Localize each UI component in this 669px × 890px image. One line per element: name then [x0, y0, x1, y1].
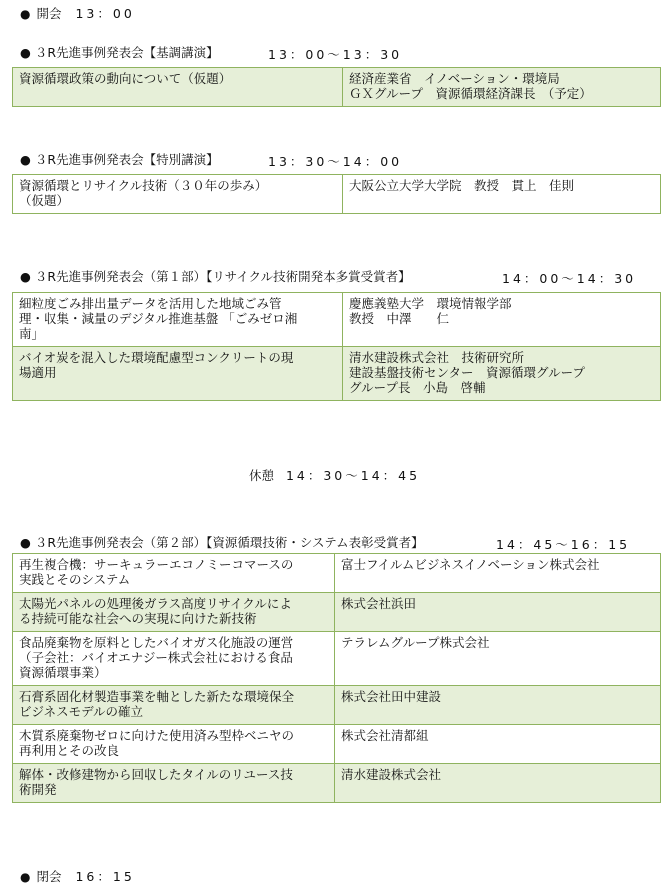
talk-title: 資源循環とリサイクル技術（３０年の歩み） （仮題）	[13, 175, 343, 214]
session2-header	[20, 152, 219, 168]
opening-time: 13：00	[75, 6, 135, 21]
session2-table	[12, 174, 661, 214]
presenter: 株式会社清都組	[335, 725, 661, 764]
table-row	[13, 175, 661, 214]
session4-table	[12, 553, 661, 803]
session1-header	[20, 45, 219, 61]
table-row	[13, 725, 661, 764]
session3-header	[20, 269, 411, 285]
table-row	[13, 632, 661, 686]
table-row	[13, 764, 661, 803]
talk-title: バイオ炭を混入した環境配慮型コンクリートの現 場適用	[13, 347, 343, 401]
session1-table	[12, 67, 661, 107]
bullet-icon: ●	[20, 7, 31, 21]
break-line	[0, 466, 669, 484]
presenter: 経済産業省 イノベーション・環境局 ＧＸグループ 資源循環経済課長 （予定）	[343, 68, 661, 107]
presenter: 慶應義塾大学 環境情報学部 教授 中澤 仁	[343, 293, 661, 347]
table-row	[13, 593, 661, 632]
table-row	[13, 293, 661, 347]
session2-title: ● ３R先進事例発表会【特別講演】	[20, 152, 219, 167]
session3-title: ● ３R先進事例発表会（第１部）【リサイクル技術開発本多賞受賞者】	[20, 269, 411, 284]
session3-table	[12, 292, 661, 401]
presenter: 富士フイルムビジネスイノベーション株式会社	[335, 554, 661, 593]
break-time: 14：30～14：45	[285, 468, 421, 483]
closing-line	[20, 869, 135, 885]
opening-line	[20, 6, 135, 22]
presenter: 清水建設株式会社	[335, 764, 661, 803]
talk-title: 解体・改修建物から回収したタイルのリユース技 術開発	[13, 764, 335, 803]
break-label: 休憩	[248, 468, 274, 483]
presenter: テラレムグループ株式会社	[335, 632, 661, 686]
session3-time: 14：00～14：30	[502, 271, 637, 286]
presenter: 株式会社浜田	[335, 593, 661, 632]
table-row	[13, 347, 661, 401]
talk-title: 太陽光パネルの処理後ガラス高度リサイクルによ る持続可能な社会への実現に向けた新技術	[13, 593, 335, 632]
bullet-icon: ●	[20, 870, 31, 884]
closing-label: 閉会	[36, 869, 62, 884]
talk-title: 木質系廃棄物ゼロに向けた使用済み型枠ベニヤの 再利用とその改良	[13, 725, 335, 764]
presenter: 株式会社田中建設	[335, 686, 661, 725]
talk-title: 再生複合機：サーキュラーエコノミーコマースの 実践とそのシステム	[13, 554, 335, 593]
session4-header	[20, 535, 424, 551]
session4-title: ● ３R先進事例発表会（第２部）【資源循環技術・システム表彰受賞者】	[20, 535, 424, 550]
presenter: 大阪公立大学大学院 教授 貫上 佳則	[343, 175, 661, 214]
talk-title: 食品廃棄物を原料としたバイオガス化施設の運営 （子会社：バイオエナジー株式会社における食品 資源循環事業）	[13, 632, 335, 686]
session1-time: 13：00～13：30	[268, 47, 403, 62]
opening-label: 開会	[36, 6, 62, 21]
talk-title: 石膏系固化材製造事業を軸とした新たな環境保全 ビジネスモデルの確立	[13, 686, 335, 725]
talk-title: 細粒度ごみ排出量データを活用した地域ごみ管 理・収集・減量のデジタル推進基盤 「ごみゼロ湘 南」	[13, 293, 343, 347]
table-row	[13, 554, 661, 593]
session4-time: 14：45～16：15	[496, 537, 631, 552]
session2-time: 13：30～14：00	[268, 154, 403, 169]
table-row	[13, 68, 661, 107]
closing-time: 16：15	[75, 869, 135, 884]
table-row	[13, 686, 661, 725]
talk-title: 資源循環政策の動向について（仮題）	[13, 68, 343, 107]
session1-title: ● ３R先進事例発表会【基調講演】	[20, 45, 219, 60]
presenter: 清水建設株式会社 技術研究所 建設基盤技術センター 資源循環グループ グループ長 小島 啓輔	[343, 347, 661, 401]
